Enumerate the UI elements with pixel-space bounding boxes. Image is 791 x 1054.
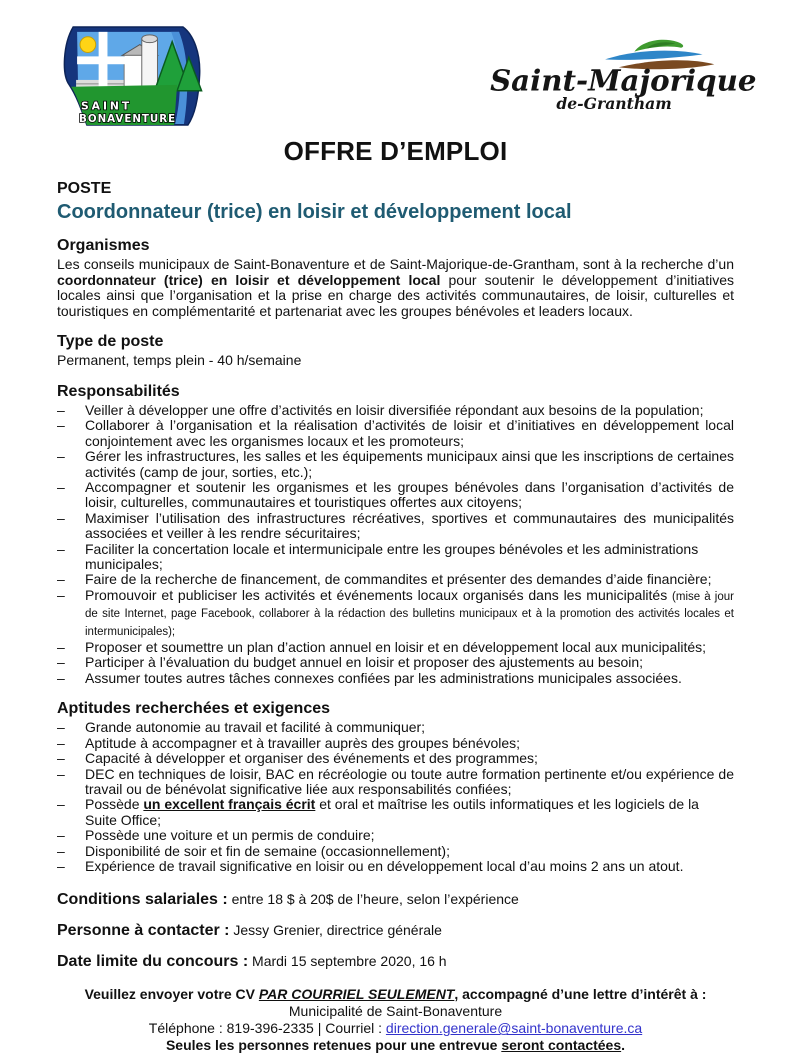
dash-bullet: –: [57, 765, 65, 782]
list-item: [57, 671, 734, 686]
poste-value: Coordonnateur (trice) en loisir et développement local: [57, 201, 572, 223]
list-item-text-pre: Possède: [85, 796, 144, 813]
list-item: [57, 767, 734, 798]
list-item: [57, 828, 734, 843]
list-item-text: Possède une voiture et un permis de conduire;: [85, 827, 375, 844]
footer-line-4-emph: seront contactées: [501, 1037, 622, 1054]
footer-line-1: [57, 986, 734, 1003]
list-item-text: [85, 588, 734, 640]
list-item-text: Veiller à développer une offre d’activités en loisir diversifiée répondant aux besoins de la population;: [85, 401, 704, 418]
footer-line-2: Municipalité de Saint-Bonaventure: [288, 1003, 503, 1020]
deadline-row: [57, 953, 734, 971]
list-item: [57, 588, 734, 640]
list-item-text-emph: un excellent français écrit: [143, 796, 316, 813]
logo-left-text-1: SAINT: [81, 99, 133, 113]
footer-line-1-emph: PAR COURRIEL SEULEMENT: [258, 986, 455, 1003]
list-item: [57, 797, 734, 828]
list-item: [57, 859, 734, 874]
dash-bullet: –: [57, 479, 65, 495]
type-de-poste-heading: Type de poste: [57, 333, 164, 351]
list-item-text: Capacité à développer et organiser des événements et des programmes;: [85, 750, 538, 767]
organismes-text-1: Les conseils municipaux de Saint-Bonaventure et de Saint-Majorique-de-Grantham, sont à la recherche d’un: [57, 256, 734, 272]
footer-line-4-pre: Seules les personnes retenues pour une entrevue: [165, 1037, 502, 1054]
list-item: [57, 511, 734, 542]
footer-line-4: [57, 1037, 734, 1054]
list-item-text: Faciliter la concertation locale et intermunicipale entre les groupes bénévoles et les administrations municipales;: [85, 540, 699, 573]
saint-bonaventure-logo: [57, 26, 205, 126]
conditions-label: Conditions salariales :: [57, 891, 228, 909]
header: [57, 26, 757, 130]
organismes-text-2: pour soutenir le développement d’initiatives locales ainsi que l’organisation et la prise en charge des activités communautaires, de loisir, culturelles et touristiques en complémentarité et partenariat avec les groupes bénévoles et leaders locaux.: [57, 271, 734, 319]
dash-bullet: –: [57, 719, 65, 736]
dash-bullet: –: [57, 571, 65, 588]
list-item-text: Disponibilité de soir et fin de semaine (occasionnellement);: [85, 842, 450, 859]
contact-row: [57, 922, 734, 940]
responsabilites-list: [57, 403, 734, 686]
aptitudes-heading: Aptitudes recherchées et exigences: [57, 700, 331, 718]
dash-bullet: –: [57, 401, 65, 418]
list-item: [57, 542, 734, 573]
list-item: [57, 751, 734, 766]
list-item-text: Maximiser l’utilisation des infrastructures récréatives, sportives et communautaires des municipalités associées et veiller à les rendre sécuritaires;: [85, 509, 734, 542]
dash-bullet: –: [57, 669, 65, 686]
dash-bullet: –: [57, 827, 65, 844]
dash-bullet: –: [57, 586, 65, 603]
footer: [57, 986, 734, 1054]
dash-bullet: –: [57, 448, 65, 465]
list-item: [57, 640, 734, 655]
list-item-text: Collaborer à l’organisation et la réalisation d’activités de loisir et d’initiatives en développement local conjointement avec les organismes locaux et les promoteurs;: [85, 417, 734, 449]
list-item-text-main: Promouvoir et publiciser les activités et événements locaux organisés dans les municipalités: [85, 586, 673, 603]
list-item: [57, 418, 734, 449]
dash-bullet: –: [57, 639, 65, 656]
list-item: [57, 655, 734, 670]
dash-bullet: –: [57, 417, 65, 434]
logo-left-text-2: BONAVENTURE: [79, 113, 177, 126]
list-item-text: Participer à l’évaluation du budget annuel en loisir et proposer des ajustements au besoin;: [85, 654, 644, 671]
footer-line-4-post: .: [621, 1037, 626, 1054]
responsabilites-heading: Responsabilités: [57, 382, 180, 400]
dash-bullet: –: [57, 654, 65, 671]
list-item-text: Aptitude à accompagner et à travailler auprès des groupes bénévoles;: [85, 734, 521, 751]
list-item-text: Accompagner et soutenir les organismes et les groupes bénévoles dans l’organisation d’activités de loisir, culturelles, communautaires et touristiques offertes aux citoyens;: [85, 479, 734, 511]
deadline-value: Mardi 15 septembre 2020, 16 h: [252, 953, 447, 970]
dash-bullet: –: [57, 857, 65, 874]
dash-bullet: –: [57, 750, 65, 767]
footer-phone-text: Téléphone : 819-396-2335 | Courriel :: [148, 1020, 386, 1037]
deadline-label: Date limite du concours :: [57, 953, 249, 971]
footer-line-1-pre: Veuillez envoyer votre CV: [84, 986, 259, 1003]
list-item: [57, 572, 734, 587]
logo-right-sub: de-Grantham: [556, 94, 672, 114]
contact-label: Personne à contacter :: [57, 922, 230, 940]
email-link[interactable]: direction.generale@saint-bonaventure.ca: [385, 1020, 643, 1037]
conditions-value: entre 18 $ à 20$ de l’heure, selon l’expérience: [231, 891, 519, 908]
list-item-text: Gérer les infrastructures, les salles et les équipements municipaux ainsi que les inscriptions de certaines activités (camp de jour, sorties, etc.);: [85, 448, 734, 480]
list-item-text: DEC en techniques de loisir, BAC en récréologie ou toute autre formation pertinente et/ou expérience de travail ou de bénévolat significative liée aux responsabilités confiées;: [85, 765, 734, 797]
organismes-paragraph: [57, 257, 734, 319]
contact-value: Jessy Grenier, directrice générale: [233, 922, 442, 939]
type-de-poste-value: Permanent, temps plein - 40 h/semaine: [57, 352, 302, 369]
footer-line-1-post: , accompagné d’une lettre d’intérêt à :: [454, 986, 707, 1003]
list-item: [57, 480, 734, 511]
list-item: [57, 403, 734, 418]
list-item-text: Assumer toutes autres tâches connexes confiées par les administrations municipales associées.: [85, 669, 682, 686]
conditions-row: [57, 891, 734, 909]
list-item: [57, 449, 734, 480]
list-item-text: Faire de la recherche de financement, de commandites et présenter des demandes d’aide financière;: [85, 571, 712, 588]
list-item-text-small: (mise à jour de site Internet, page Facebook, collaborer à la rédaction des bulletins municipaux et à la promotion des activités locales et intermunicipales);: [85, 590, 734, 638]
saint-majorique-logo: [487, 36, 757, 114]
organismes-text-bold: coordonnateur (trice) en loisir et développement local: [57, 271, 441, 288]
poste-label: POSTE: [57, 180, 112, 197]
list-item: [57, 720, 734, 735]
list-item-text: Proposer et soumettre un plan d’action annuel en loisir et en développement local aux municipalités;: [85, 639, 707, 656]
dash-bullet: –: [57, 509, 65, 526]
list-item-text: Grande autonomie au travail et facilité à communiquer;: [85, 719, 426, 736]
dash-bullet: –: [57, 540, 65, 557]
list-item-text: [85, 797, 734, 828]
list-item-text-post: et oral et maîtrise les outils informatiques et les logiciels de la Suite Office;: [85, 796, 699, 828]
dash-bullet: –: [57, 842, 65, 859]
list-item-text: Expérience de travail significative en loisir ou en développement local d’au moins 2 ans un atout.: [85, 857, 684, 874]
footer-line-3: [57, 1020, 734, 1037]
logo-right-name: Saint-Majorique: [490, 63, 757, 98]
dash-bullet: –: [57, 734, 65, 751]
page-title: OFFRE D’EMPLOI: [283, 136, 508, 166]
list-item: [57, 844, 734, 859]
organismes-heading: Organismes: [57, 237, 150, 254]
aptitudes-list: [57, 720, 734, 874]
list-item: [57, 736, 734, 751]
dash-bullet: –: [57, 796, 65, 813]
